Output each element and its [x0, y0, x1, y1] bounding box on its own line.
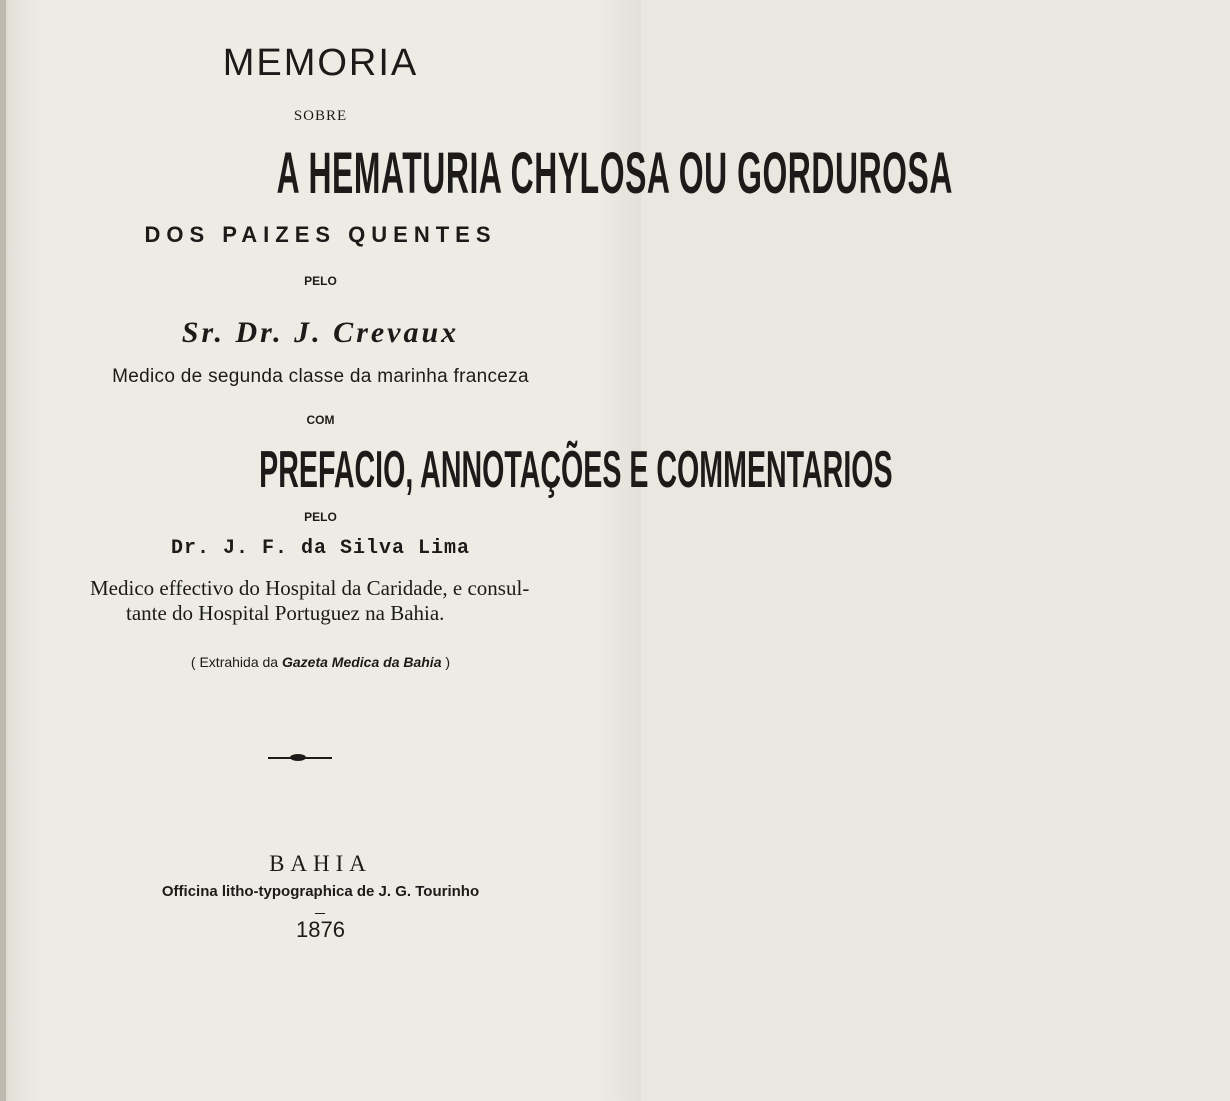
- author-role: Medico de segunda classe da marinha franceza: [112, 366, 529, 387]
- publication-year: 1876: [296, 917, 345, 942]
- subject-heading: [0, 140, 953, 207]
- extraction-suffix: ): [441, 654, 451, 670]
- second-author-name: Dr. J. F. da Silva Lima: [170, 537, 471, 560]
- author-name: Sr. Dr. J. Crevaux: [181, 316, 460, 349]
- prefacio-text: PREFACIO, ANNOTAÇÕES E COMMENTARIOS: [259, 441, 893, 499]
- pelo-label-1: PELO: [304, 274, 337, 288]
- second-author-role-line-2: tante do Hospital Portuguez na Bahia.: [126, 601, 445, 625]
- com-label: COM: [306, 413, 335, 427]
- second-author-role-line-1: Medico effectivo do Hospital da Caridade, e consul-: [90, 576, 530, 600]
- extraction-prefix: ( Extrahida da: [190, 654, 282, 670]
- prefacio-heading: [0, 440, 893, 500]
- year-dash: [315, 913, 325, 914]
- extraction-note: [0, 654, 641, 670]
- title-heading: MEMORIA: [222, 42, 419, 84]
- ornamental-rule-center: [290, 754, 306, 761]
- subject-text: A HEMATURIA CHYLOSA OU GORDUROSA: [276, 141, 953, 206]
- place-name: BAHIA: [269, 851, 372, 876]
- dos-paizes-heading: DOS PAIZES QUENTES: [144, 222, 497, 247]
- printer-name: Officina litho-typographica de J. G. Tourinho: [161, 883, 480, 900]
- pelo-label-2: PELO: [304, 510, 337, 524]
- sobre-label: SOBRE: [293, 108, 348, 124]
- extraction-source: Gazeta Medica da Bahia: [281, 654, 442, 670]
